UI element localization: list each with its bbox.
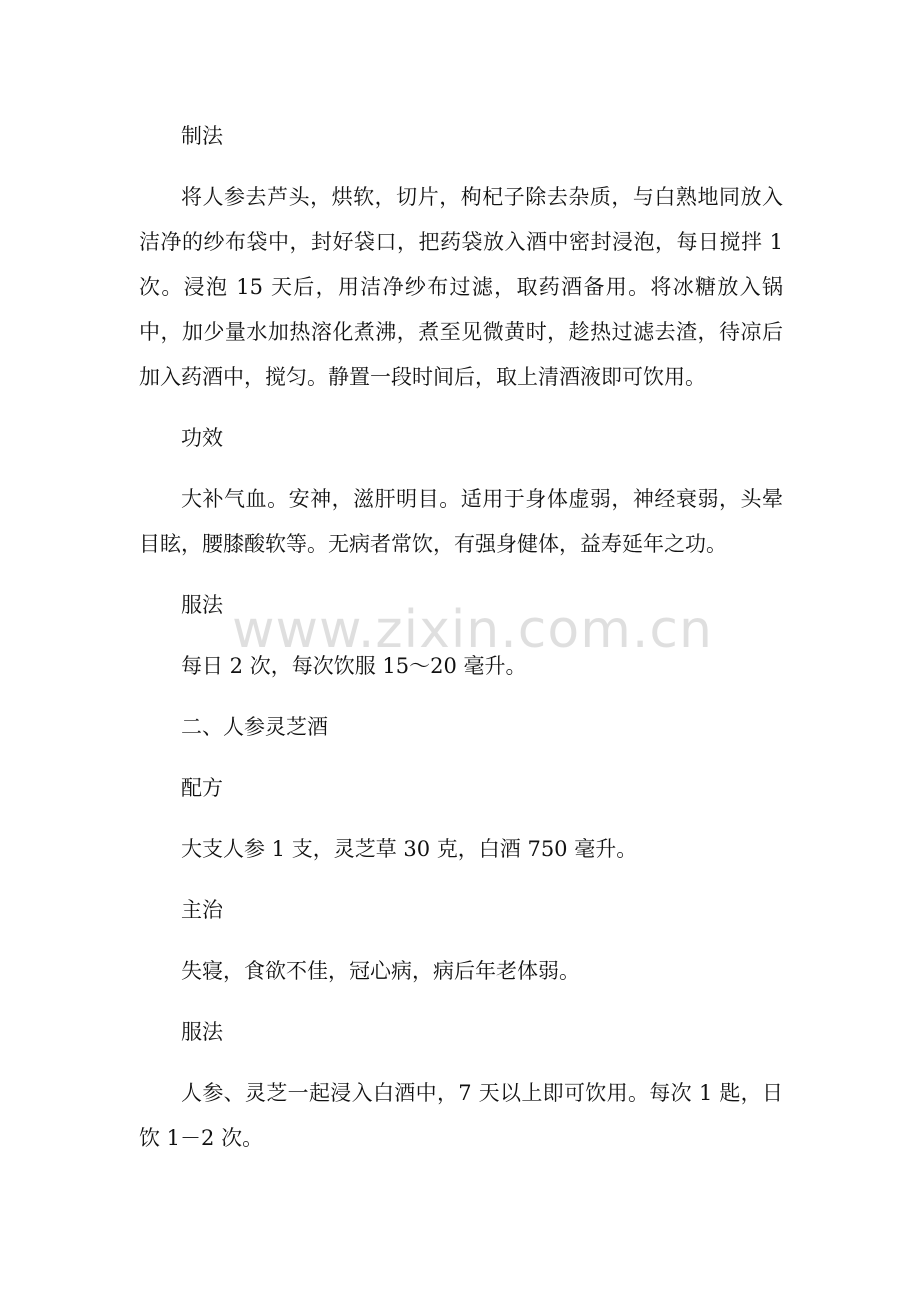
section-heading-dosage: 服法: [181, 593, 223, 617]
section-heading-indications: 主治: [181, 898, 223, 922]
section-heading-preparation: 制法: [181, 124, 223, 148]
section-body-usage: 人参、灵芝一起浸入白酒中，7 天以上即可饮用。每次 1 匙，日饮 1－2 次。: [139, 1081, 783, 1150]
section-heading-formula: 配方: [181, 776, 223, 800]
section-body-efficacy: 大补气血。安神，滋肝明目。适用于身体虚弱，神经衰弱，头晕目眩，腰膝酸软等。无病者常饮，有强身健体，益寿延年之功。: [139, 487, 783, 556]
section-body-formula: 大支人参 1 支，灵芝草 30 克，白酒 750 毫升。: [181, 837, 638, 861]
section-heading-efficacy: 功效: [181, 426, 223, 450]
watermark: www.zixin.com.cn: [232, 600, 713, 660]
section-body-indications: 失寝，食欲不佳，冠心病，病后年老体弱。: [181, 959, 580, 983]
section-body-dosage: 每日 2 次，每次饮服 15～20 毫升。: [181, 654, 527, 678]
section-body-preparation: 将人参去芦头，烘软，切片，枸杞子除去杂质，与白熟地同放入洁净的纱布袋中，封好袋口，把药袋放入酒中密封浸泡，每日搅拌 1 次。浸泡 15 天后，用洁净纱布过滤，取药酒备用。将冰糖放入锅中，加少量水加热溶化煮沸，煮至见微黄时，趁热过滤去渣，待凉后加入药酒中，搅匀。静置一段时间后，取上清酒液即可饮用。: [139, 185, 783, 389]
section-heading-ginseng-lingzhi-wine: 二、人参灵芝酒: [181, 715, 328, 739]
section-heading-usage: 服法: [181, 1020, 223, 1044]
